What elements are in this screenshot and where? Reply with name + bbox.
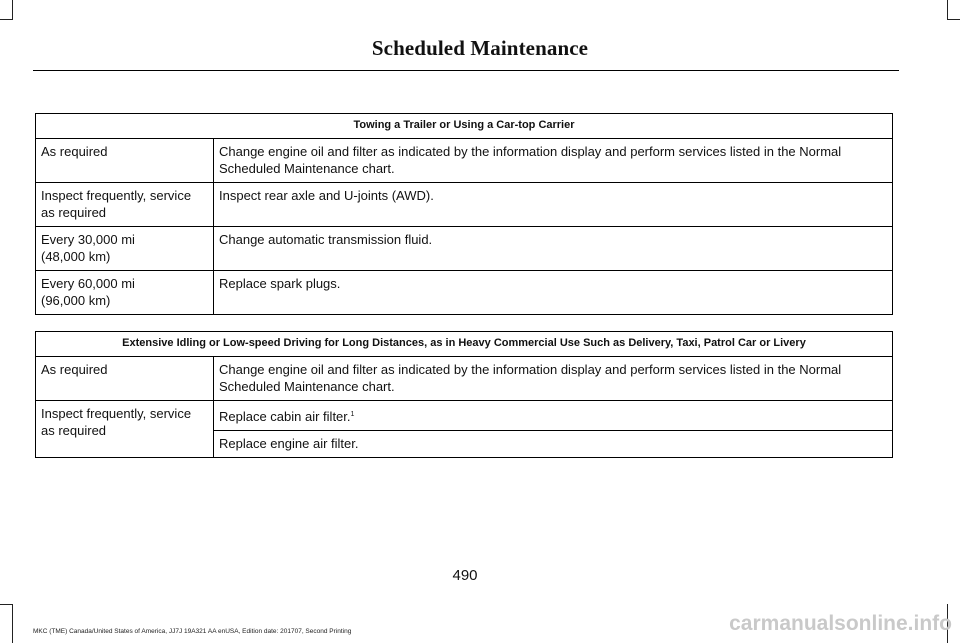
interval-cell: Inspect frequently, service as required: [36, 401, 214, 458]
crop-mark: [0, 19, 13, 20]
footer-edition-text: MKC (TME) Canada/United States of America, JJ7J 19A321 AA enUSA, Edition date: 201707, Second Printing: [33, 628, 352, 635]
interval-miles: Every 30,000 mi: [41, 232, 135, 247]
crop-mark: [12, 604, 13, 643]
table-row: [36, 357, 893, 401]
towing-maintenance-table: [35, 113, 893, 315]
table-row: [36, 183, 893, 227]
table-header: Extensive Idling or Low-speed Driving for Long Distances, as in Heavy Commercial Use Such as Delivery, Taxi, Patrol Car or Livery: [36, 332, 893, 357]
page-number: 490: [452, 567, 478, 584]
action-cell: Replace engine air filter.: [214, 431, 893, 458]
table-header-row: [36, 114, 893, 139]
interval-cell: Inspect frequently, service as required: [36, 183, 214, 227]
table-row: [36, 271, 893, 315]
title-divider: [33, 70, 899, 71]
action-cell: [214, 401, 893, 431]
table-row: [36, 401, 893, 431]
action-cell: Change engine oil and filter as indicated by the information display and perform services listed in the Normal Scheduled Maintenance chart.: [214, 357, 893, 401]
interval-cell: [36, 227, 214, 271]
interval-cell: As required: [36, 139, 214, 183]
table-header: Towing a Trailer or Using a Car-top Carrier: [36, 114, 893, 139]
crop-mark: [0, 604, 13, 605]
action-cell: Inspect rear axle and U-joints (AWD).: [214, 183, 893, 227]
interval-km: (96,000 km): [41, 293, 111, 308]
watermark: carmanualsonline.info: [729, 612, 952, 635]
table-header-row: [36, 332, 893, 357]
action-text: Replace cabin air filter.: [219, 409, 351, 424]
table-row: [36, 139, 893, 183]
action-cell: Change automatic transmission fluid.: [214, 227, 893, 271]
crop-mark: [947, 19, 960, 20]
idling-maintenance-table: [35, 331, 893, 458]
action-cell: Replace spark plugs.: [214, 271, 893, 315]
crop-mark: [12, 0, 13, 20]
interval-cell: [36, 271, 214, 315]
footnote-marker: 1: [350, 411, 355, 418]
action-cell: Change engine oil and filter as indicated by the information display and perform services listed in the Normal Scheduled Maintenance chart.: [214, 139, 893, 183]
interval-miles: Every 60,000 mi: [41, 276, 135, 291]
table-row: [36, 227, 893, 271]
page-title: Scheduled Maintenance: [371, 36, 589, 60]
interval-cell: As required: [36, 357, 214, 401]
interval-km: (48,000 km): [41, 249, 111, 264]
crop-mark: [947, 0, 948, 20]
